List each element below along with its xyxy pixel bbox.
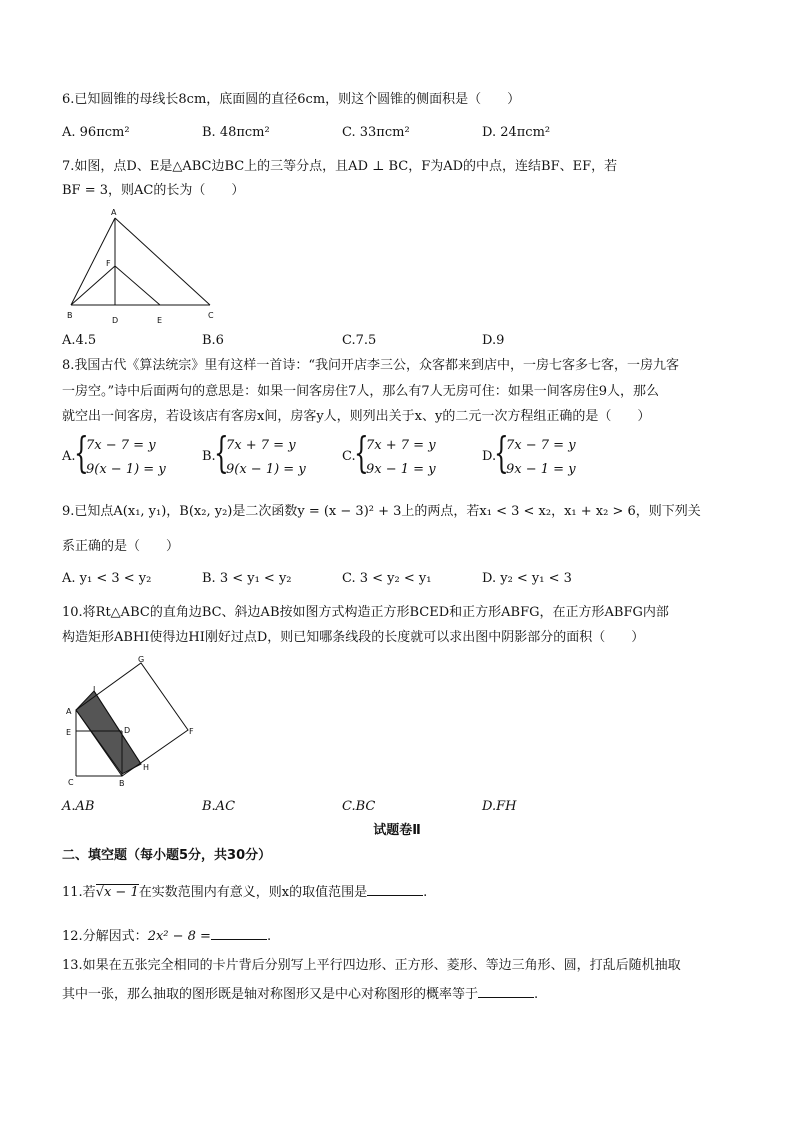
q7-option-b: B.6 [202,333,224,348]
q13-answer-blank [478,983,534,998]
q7-label-d: D [112,316,119,325]
q12-expression: 2x² − 8 = [147,929,211,944]
q9-option-c: C. 3 < y₂ < y₁ [342,571,432,586]
q10-label-i: I [93,685,96,694]
q6-option-b: B. 48πcm² [202,125,270,140]
q11-radical: √x − 1 [95,885,139,900]
q10-label-e: E [66,728,72,737]
q10-label-d: D [124,726,131,735]
q9-stem-line2: 系正确的是（ ） [62,539,180,554]
q10-option-d: D.FH [482,799,517,814]
q9-stem-line1: 9.已知点A(x₁, y₁)，B(x₂, y₂)是二次函数y = (x − 3)² + 3上的两点，若x₁ < 3 < x₂，x₁ + x₂ > 6，则下列关 [62,504,701,519]
q8-stem-line2: 一房空。”诗中后面两句的意思是：如果一间客房住7人，那么有7人无房可住：如果一间客房住9人，那么 [62,384,659,399]
q10-label-c: C [68,778,74,787]
q9-option-b: B. 3 < y₁ < y₂ [202,571,292,586]
q7-label-e: E [157,316,163,325]
q10-option-a: A.AB [62,799,95,814]
q10-stem-line2: 构造矩形ABHI使得边HI刚好过点D，则已知哪条线段的长度就可以求出图中阴影部分的面积（ ） [62,630,645,645]
q10-label-g: G [138,655,145,664]
q6-option-a: A. 96πcm² [62,125,130,140]
q10-option-b: B.AC [202,799,236,814]
q10-squares-figure [62,654,212,794]
q6-stem: 6.已知圆锥的母线长8cm，底面圆的直径6cm，则这个圆锥的侧面积是（ ） [62,92,521,107]
q9-option-d: D. y₂ < y₁ < 3 [482,571,572,586]
q12-stem: 12.分解因式：2x² − 8 = . [62,925,271,946]
q6-option-d: D. 24πcm² [482,125,551,140]
q10-label-f: F [189,727,194,736]
q7-segment-bf [71,266,115,305]
q7-option-c: C.7.5 [342,333,377,348]
q12-answer-blank [211,925,267,940]
q7-stem-line2: BF = 3，则AC的长为（ ） [62,183,245,198]
q7-label-b: B [67,311,73,320]
q8-stem-line1: 8.我国古代《算法统宗》里有这样一首诗：“我问开店李三公，众客都来到店中，一房七客多七客，一房九客 [62,358,680,373]
section-title: 试题卷Ⅱ [373,823,421,838]
q10-option-c: C.BC [342,799,376,814]
q10-stem-line1: 10.将Rt△ABC的直角边BC、斜边AB按如图方式构造正方形BCED和正方形ABFG，在正方形ABFG内部 [62,605,669,620]
q13-stem-line1: 13.如果在五张完全相同的卡片背后分别写上平行四边形、正方形、菱形、等边三角形、圆，打乱后随机抽取 [62,958,681,973]
q11-answer-blank [367,881,423,896]
q10-label-b: B [119,779,125,788]
q7-triangle-figure [62,205,252,327]
q9-option-a: A. y₁ < 3 < y₂ [62,571,152,586]
q7-label-a: A [111,208,117,217]
q13-stem-line2: 其中一张，那么抽取的图形既是轴对称图形又是中心对称图形的概率等于 . [62,983,538,1004]
q7-option-d: D.9 [482,333,505,348]
q7-stem-line1: 7.如图，点D、E是△ABC边BC上的三等分点，且AD ⊥ BC，F为AD的中点，连结BF、EF，若 [62,159,618,174]
q10-label-a: A [66,707,72,716]
q8-stem-line3: 就空出一间客房，若设该店有客房x间，房客y人，则列出关于x、y的二元一次方程组正确的是（ ） [62,409,651,424]
q10-label-h: H [143,763,150,772]
q6-option-c: C. 33πcm² [342,125,410,140]
section-heading: 二、填空题（每小题5分，共30分） [62,848,272,863]
q7-label-f: F [106,259,111,268]
q7-option-a: A.4.5 [62,333,97,348]
q7-segment-ef [115,266,160,305]
q11-stem: 11.若√x − 1在实数范围内有意义，则x的取值范围是 . [62,881,427,902]
q7-label-c: C [208,311,214,320]
q7-segment-ac [115,218,210,305]
